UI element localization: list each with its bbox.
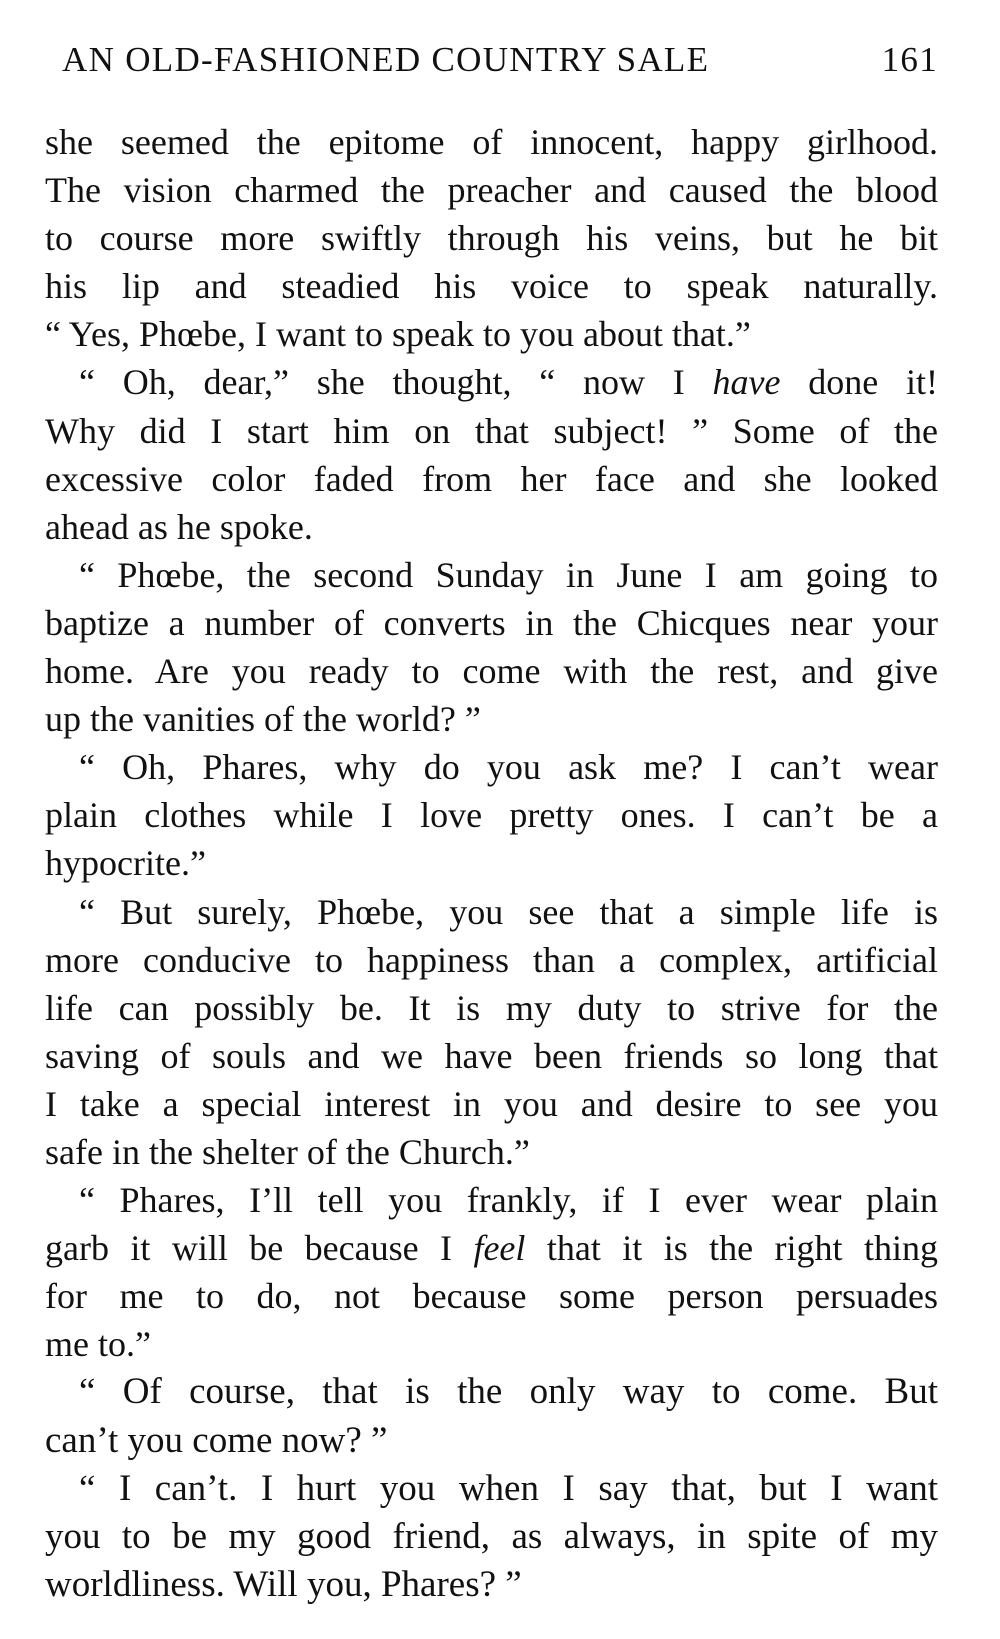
text-line: plain clothes while I love pretty ones. I can’t be a	[45, 795, 938, 836]
text-line: more conducive to happiness than a complex, artificial	[45, 939, 938, 980]
text-line: can’t you come now? ”	[45, 1419, 388, 1461]
text-line: me to.”	[45, 1324, 151, 1365]
text-line: for me to do, not because some person persuades	[45, 1276, 938, 1317]
page-number: 161	[881, 40, 938, 79]
emphasis-text: have	[712, 362, 781, 403]
text-line: life can possibly be. It is my duty to strive for the	[45, 987, 938, 1028]
text-line: up the vanities of the world? ”	[45, 699, 481, 740]
text-line: worldliness. Will you, Phares? ”	[45, 1563, 522, 1605]
text-line: “ Yes, Phœbe, I want to speak to you about that.”	[45, 314, 751, 355]
text-line: excessive color faded from her face and she looked	[45, 458, 938, 499]
text-line: “ But surely, Phœbe, you see that a simple life is	[79, 891, 938, 932]
text-line: “ I can’t. I hurt you when I say that, but I want	[79, 1467, 938, 1509]
text-line: “ Oh, Phares, why do you ask me? I can’t wear	[79, 747, 938, 788]
text-line: Why did I start him on that subject! ” Some of the	[45, 410, 938, 451]
text-line: home. Are you ready to come with the rest, and give	[45, 651, 938, 692]
text-line: his lip and steadied his voice to speak naturally.	[45, 266, 938, 307]
running-head	[62, 40, 938, 90]
text-line: you to be my good friend, as always, in spite of my	[45, 1515, 938, 1557]
text-line: ahead as he spoke.	[45, 506, 313, 547]
text-line: The vision charmed the preacher and caused the blood	[45, 170, 938, 211]
text-line: to course more swiftly through his veins, but he bit	[45, 218, 938, 259]
text-line: “ Phœbe, the second Sunday in June I am going to	[79, 554, 938, 595]
text-line: baptize a number of converts in the Chicques near your	[45, 602, 938, 643]
text-line: garb it will be because I feel that it is the right thing	[45, 1228, 938, 1269]
text-line: saving of souls and we have been friends so long that	[45, 1035, 938, 1076]
text-line: “ Oh, dear,” she thought, “ now I have done it!	[79, 362, 938, 403]
emphasis-text: feel	[473, 1228, 526, 1269]
running-title: AN OLD-FASHIONED COUNTRY SALE	[62, 40, 710, 79]
text-line: I take a special interest in you and desire to see you	[45, 1083, 938, 1124]
text-line: “ Phares, I’ll tell you frankly, if I ever wear plain	[79, 1180, 938, 1221]
text-line: she seemed the epitome of innocent, happy girlhood.	[45, 122, 938, 162]
text-line: safe in the shelter of the Church.”	[45, 1131, 530, 1172]
text-line: “ Of course, that is the only way to come. But	[79, 1371, 938, 1413]
text-line: hypocrite.”	[45, 843, 206, 884]
body-text	[45, 118, 938, 1609]
